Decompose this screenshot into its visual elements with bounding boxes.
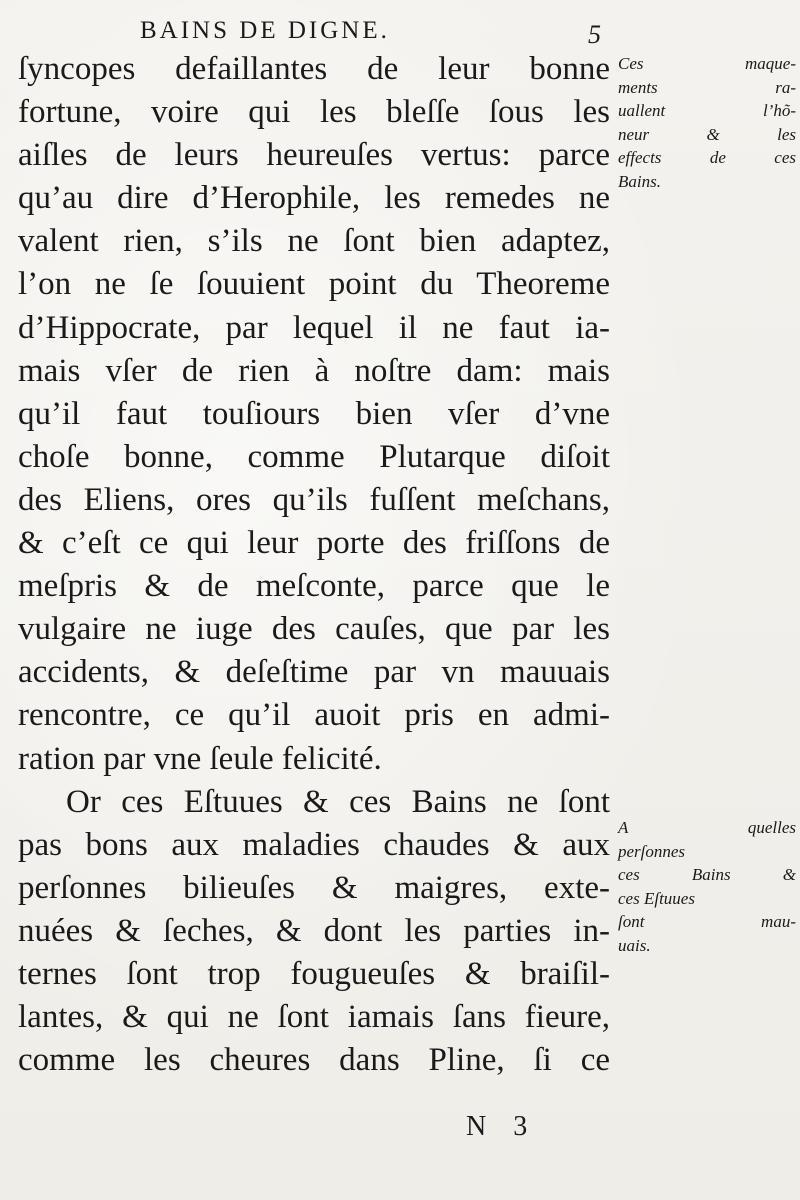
text-line: & c’eſt ce qui leur porte des friſſons de	[18, 525, 610, 562]
paragraph-first-line: Or ces Eſtuues & ces Bains ne ſont	[66, 783, 610, 820]
text-line: qu’il faut touſiours bien vſer d’vne	[18, 395, 610, 432]
marginal-note-bath-reputation	[618, 52, 796, 193]
text-line: nuées & ſeches, & dont les parties in-	[18, 912, 610, 949]
text-line: vulgaire ne iuge des cauſes, que par les	[18, 611, 610, 648]
signature-mark: N 3	[466, 1111, 538, 1142]
note-line: ſont mau-	[618, 912, 796, 931]
note-line: ces Bains &	[618, 865, 796, 884]
body-text	[18, 48, 610, 1082]
text-line: lantes, & qui ne ſont iamais ſans fieure,	[18, 999, 610, 1036]
text-line: aiſles de leurs heureuſes vertus: parce	[18, 137, 610, 174]
text-line: perſonnes bilieuſes & maigres, exte-	[18, 869, 610, 906]
note-line: A quelles	[618, 818, 796, 837]
note-line: uais.	[618, 935, 651, 955]
note-line: neur & les	[618, 124, 796, 144]
text-line: valent rien, s’ils ne ſont bien adaptez,	[18, 223, 610, 260]
note-line: ces Eſtuues	[618, 888, 695, 908]
note-line: effects de ces	[618, 148, 796, 167]
note-line: perſonnes	[618, 841, 686, 861]
text-line: choſe bonne, comme Plutarque diſoit	[18, 438, 610, 475]
text-line: accidents, & deſeſtime par vn mauuais	[18, 654, 610, 691]
note-line: ments ra-	[618, 77, 796, 97]
text-line: rencontre, ce qu’il auoit pris en admi-	[18, 697, 610, 734]
text-line: l’on ne ſe ſouuient point du Theoreme	[18, 266, 610, 303]
note-line: Ces maque-	[618, 54, 796, 73]
text-line: ſyncopes defaillantes de leur bonne	[18, 51, 610, 87]
text-line: comme les cheures dans Pline, ſi ce	[18, 1042, 610, 1079]
note-line: Bains.	[618, 171, 661, 191]
text-line: pas bons aux maladies chaudes & aux	[18, 826, 610, 863]
note-line: uallent l’hõ-	[618, 101, 796, 120]
running-title: BAINS DE DIGNE.	[140, 17, 390, 44]
page-number: 5	[588, 20, 601, 49]
text-line: des Eliens, ores qu’ils fuſſent meſchans,	[18, 481, 610, 518]
text-line: mais vſer de rien à noſtre dam: mais	[18, 352, 610, 389]
text-line: qu’au dire d’Herophile, les remedes ne	[18, 180, 610, 217]
text-line: fortune, voire qui les bleſſe ſous les	[18, 94, 610, 131]
text-line: meſpris & de meſconte, parce que le	[18, 568, 610, 605]
text-line: ration par vne ſeule felicité.	[18, 740, 382, 777]
text-line: ternes ſont trop fougueuſes & braiſil-	[18, 955, 610, 992]
marginal-note-unsuitable-persons	[618, 816, 796, 957]
text-line: d’Hippocrate, par lequel il ne faut ia-	[18, 309, 610, 346]
